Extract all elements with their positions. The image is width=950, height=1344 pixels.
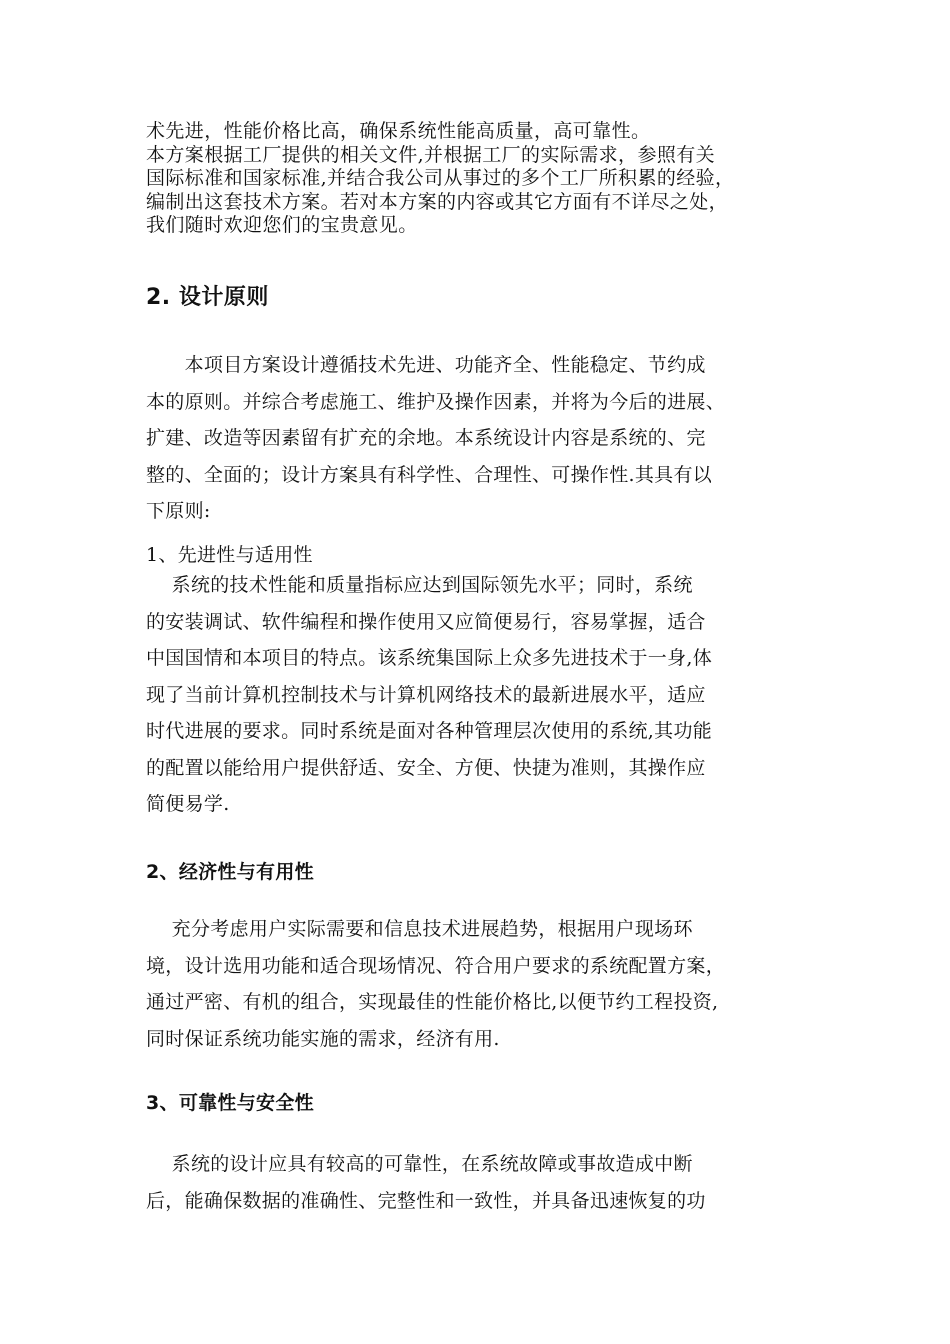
paragraph-line: 时代进展的要求。同时系统是面对各种管理层次使用的系统,其功能 [146,720,713,742]
paragraph-line: 系统的技术性能和质量指标应达到国际领先水平；同时，系统 [146,574,693,596]
paragraph-line: 同时保证系统功能实施的需求，经济有用. [146,1027,500,1050]
section-heading-design-principles: 2. 设计原则 [146,285,269,310]
subheading-reliability: 3、可靠性与安全性 [146,1092,314,1114]
design-principles-paragraph [146,347,826,530]
paragraph-line: 境，设计选用功能和适合现场情况、符合用户要求的系统配置方案， [146,954,726,977]
paragraph-line: 的配置以能给用户提供舒适、安全、方便、快捷为准则，其操作应 [146,756,706,779]
reliability-paragraph [146,1146,826,1219]
intro-line: 国际标准和国家标准,并结合我公司从事过的多个工厂所积累的经验， [146,167,735,189]
subheading-economy: 2、经济性与有用性 [146,861,314,883]
economy-paragraph [146,911,826,1057]
intro-line: 我们随时欢迎您们的宝贵意见。 [146,214,418,236]
item-label-advanced: 1、先进性与适用性 [146,544,313,566]
paragraph-line: 本项目方案设计遵循技术先进、功能齐全、性能稳定、节约成 [146,354,706,376]
intro-line: 编制出这套技术方案。若对本方案的内容或其它方面有不详尽之处， [146,190,729,213]
paragraph-line: 本的原则。并综合考虑施工、维护及操作因素，并将为今后的进展、 [146,390,726,413]
paragraph-line: 后，能确保数据的准确性、完整性和一致性，并具备迅速恢复的功 [146,1189,706,1212]
paragraph-line: 简便易学. [146,793,230,815]
paragraph-line: 通过严密、有机的组合，实现最佳的性能价格比,以便节约工程投资, [146,991,719,1013]
paragraph-line: 充分考虑用户实际需要和信息技术进展趋势，根据用户现场环 [146,918,693,940]
paragraph-line: 中国国情和本项目的特点。该系统集国际上众多先进技术于一身,体 [146,647,713,669]
intro-line: 本方案根据工厂提供的相关文件,并根据工厂的实际需求，参照有关 [146,143,716,166]
advanced-applicability-paragraph [146,567,826,823]
intro-paragraph [146,120,826,238]
paragraph-line: 下原则: [146,500,211,522]
paragraph-line: 扩建、改造等因素留有扩充的余地。本系统设计内容是系统的、完 [146,427,706,449]
paragraph-line: 的安装调试、软件编程和操作使用又应简便易行，容易掌握，适合 [146,610,706,633]
paragraph-line: 系统的设计应具有较高的可靠性，在系统故障或事故造成中断 [146,1153,693,1175]
paragraph-line: 现了当前计算机控制技术与计算机网络技术的最新进展水平，适应 [146,683,706,706]
paragraph-line: 整的、全面的；设计方案具有科学性、合理性、可操作性.其具有以 [146,463,713,486]
intro-line: 术先进，性能价格比高，确保系统性能高质量，高可靠性。 [146,120,651,142]
